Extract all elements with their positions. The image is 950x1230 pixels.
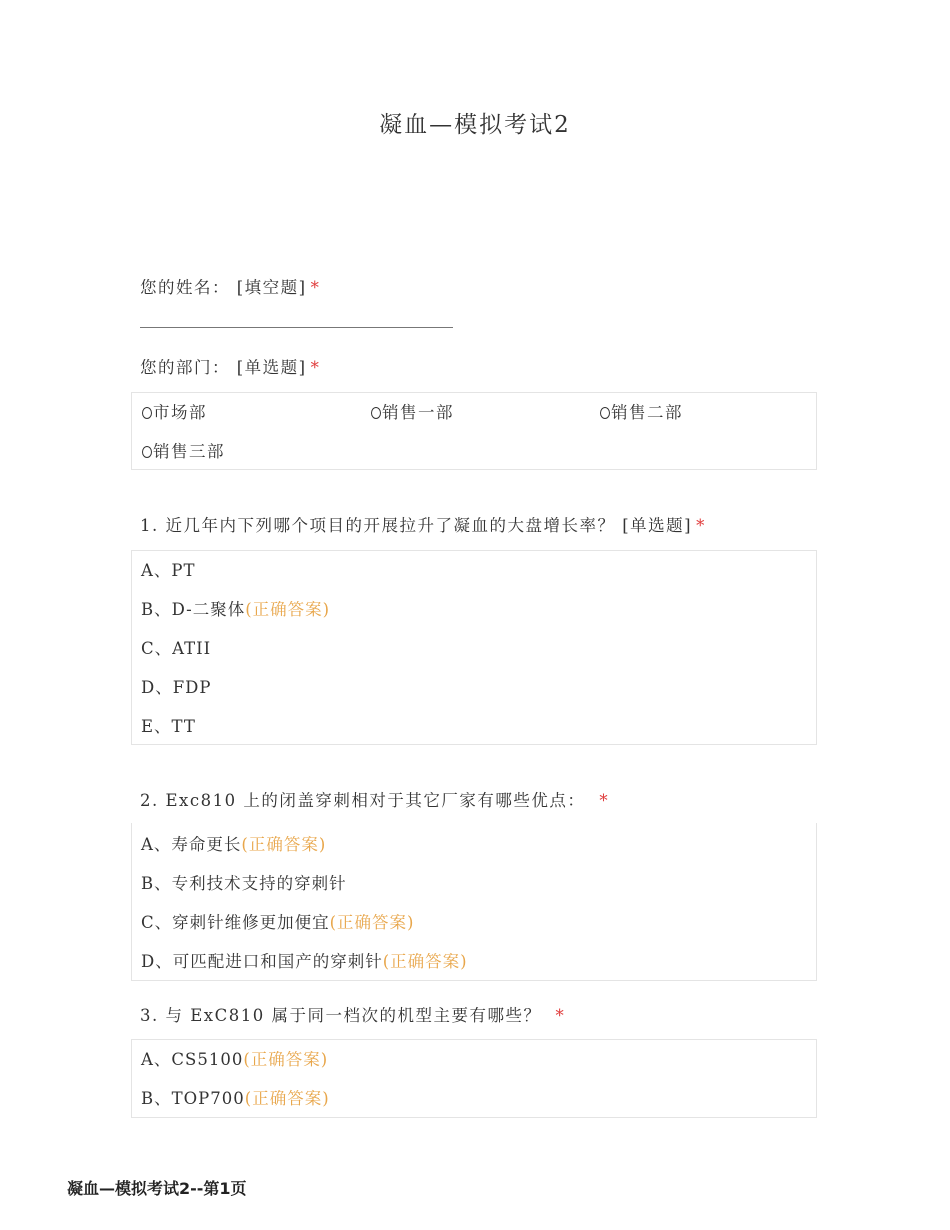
q1-options-box — [131, 550, 817, 745]
q2-option-d: D、可匹配进口和国产的穿刺针(正确答案) — [141, 952, 468, 971]
correct-answer-tag: (正确答案) — [329, 913, 415, 932]
dept-option-sales-2[interactable]: 销售二部 — [600, 399, 683, 423]
required-mark: * — [310, 358, 321, 377]
q1-option-d: D、FDP — [141, 678, 212, 697]
q2-label — [140, 787, 609, 811]
dept-option-marketing[interactable]: 市场部 — [142, 399, 207, 423]
q1-text: 1. 近几年内下列哪个项目的开展拉升了凝血的大盘增长率？ — [140, 516, 616, 535]
correct-answer-tag: (正确答案) — [241, 835, 327, 854]
q1-label — [140, 512, 706, 536]
page-footer: 凝血—模拟考试2--第1页 — [67, 1179, 247, 1198]
q1-option-b: B、D-二聚体(正确答案) — [141, 600, 331, 619]
q3-options-box — [131, 1039, 817, 1118]
required-mark: * — [599, 791, 610, 810]
q2-option-c: C、穿刺针维修更加便宜(正确答案) — [141, 913, 415, 932]
q2-text: 2. Exc810 上的闭盖穿刺相对于其它厂家有哪些优点： — [140, 791, 586, 810]
q3-text: 3. 与 ExC810 属于同一档次的机型主要有哪些？ — [140, 1006, 542, 1025]
required-mark: * — [696, 516, 706, 535]
required-mark: * — [310, 278, 321, 297]
q2-option-a: A、寿命更长(正确答案) — [141, 835, 327, 854]
q3-option-b: B、TOP700(正确答案) — [141, 1089, 330, 1108]
q2-options-box — [131, 823, 817, 981]
radio-icon[interactable] — [371, 407, 381, 419]
page-title: 凝血—模拟考试2 — [379, 112, 571, 138]
radio-icon[interactable] — [142, 407, 152, 419]
correct-answer-tag: (正确答案) — [243, 1050, 329, 1069]
dept-question-text: 您的部门： — [140, 358, 230, 377]
name-question-label — [140, 274, 320, 298]
name-input[interactable] — [140, 327, 453, 328]
radio-icon[interactable] — [600, 407, 610, 419]
dept-question-label — [140, 354, 320, 378]
radio-icon[interactable] — [142, 446, 152, 458]
correct-answer-tag: (正确答案) — [244, 1089, 330, 1108]
question-type: [单选题] — [236, 358, 307, 377]
q2-option-b: B、专利技术支持的穿刺针 — [141, 874, 347, 893]
correct-answer-tag: (正确答案) — [245, 600, 331, 619]
question-type: [单选题] — [622, 516, 693, 535]
q3-option-a: A、CS5100(正确答案) — [141, 1050, 329, 1069]
question-type: [填空题] — [236, 278, 307, 297]
correct-answer-tag: (正确答案) — [382, 952, 468, 971]
q1-option-e: E、TT — [141, 717, 196, 736]
q1-option-a: A、PT — [141, 561, 196, 580]
q1-option-c: C、ATII — [141, 639, 212, 658]
q3-label — [140, 1002, 565, 1026]
dept-option-sales-1[interactable]: 销售一部 — [371, 399, 454, 423]
required-mark: * — [555, 1006, 566, 1025]
dept-options-box — [131, 392, 817, 470]
name-question-text: 您的姓名： — [140, 278, 230, 297]
dept-option-sales-3[interactable]: 销售三部 — [142, 438, 225, 462]
